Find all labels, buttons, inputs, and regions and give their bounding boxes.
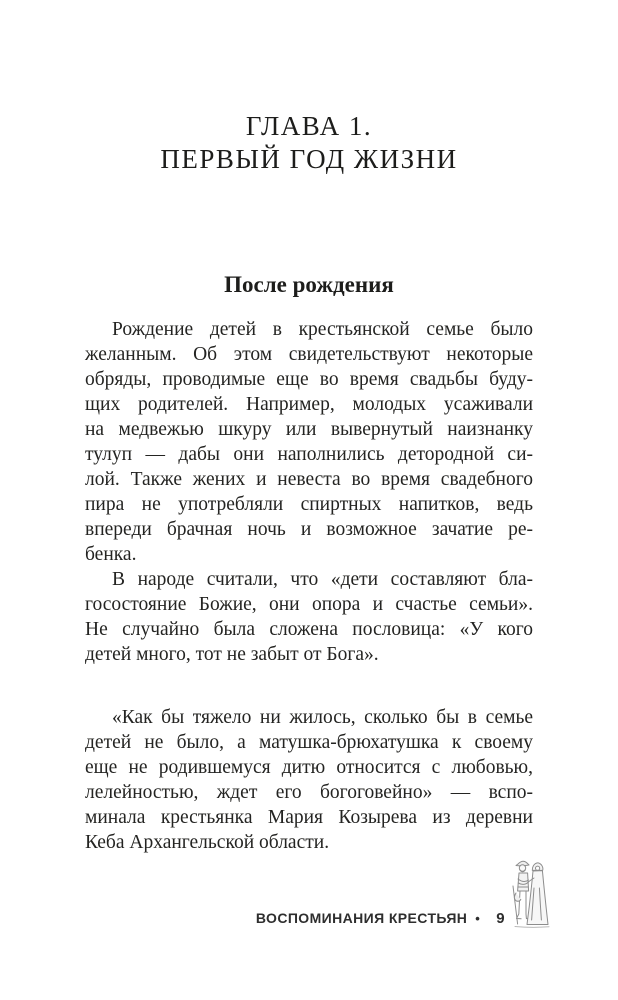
text-line: лой. Также жених и невеста во время свадебного — [85, 469, 533, 490]
text-line: Не случайно была сложена пословица: «У кого — [85, 619, 533, 640]
running-title: ВОСПОМИНАНИЯ КРЕСТЬЯН — [255, 910, 468, 926]
text-line: тулуп — дабы они наполнились детородной си- — [85, 444, 533, 465]
text-line: пира не употребляли спиртных напитков, ведь — [85, 494, 533, 515]
text-line: В народе считали, что «дети составляют бла- — [112, 569, 533, 590]
chapter-title — [85, 110, 533, 176]
text-line: на медвежью шкуру или вывернутый наизнанку — [85, 419, 533, 440]
peasants-illustration — [509, 856, 553, 934]
text-line: лелейностью, ждет его богоговейно» — вспо- — [85, 782, 533, 803]
text-line: впереди брачная ночь и возможное зачатие ре- — [85, 519, 533, 540]
text-line: щих родителей. Например, молодых усаживали — [85, 394, 533, 415]
paragraph — [85, 567, 533, 667]
chapter-title-line2: ПЕРВЫЙ ГОД ЖИЗНИ — [160, 144, 458, 174]
text-line: обряды, проводимые еще во время свадьбы буду- — [85, 369, 533, 390]
text-line: детей много, тот не забыт от Бога». — [85, 644, 379, 665]
page-footer — [0, 910, 505, 927]
text-line: «Как бы тяжело ни жилось, сколько бы в семье — [112, 707, 533, 728]
footer-separator-dot: • — [475, 911, 481, 926]
text-line: детей не было, а матушка-брюхатушка к своему — [85, 732, 533, 753]
chapter-title-line1: ГЛАВА 1. — [245, 111, 373, 141]
text-line: желанным. Об этом свидетельствуют некоторые — [85, 344, 533, 365]
text-line: еще не родившемуся дитю относится с любовью, — [85, 757, 533, 778]
man-staff — [513, 886, 518, 924]
text-line: госостояние Божие, они опора и счастье семьи». — [85, 594, 533, 615]
paragraph — [85, 705, 533, 855]
text-line: минала крестьянка Мария Козырева из деревни — [85, 807, 533, 828]
woman-dress — [527, 871, 548, 925]
text-line: Рождение детей в крестьянской семье было — [112, 319, 533, 340]
man-torso — [518, 873, 529, 891]
ground-line — [515, 927, 549, 928]
section-heading: После рождения — [224, 272, 394, 297]
text-line: бенка. — [85, 544, 137, 565]
body-text — [85, 317, 533, 855]
page-number: 9 — [496, 910, 505, 927]
text-line: Кеба Архангельской области. — [85, 832, 330, 853]
woman-face — [536, 866, 540, 870]
paragraph — [85, 317, 533, 567]
